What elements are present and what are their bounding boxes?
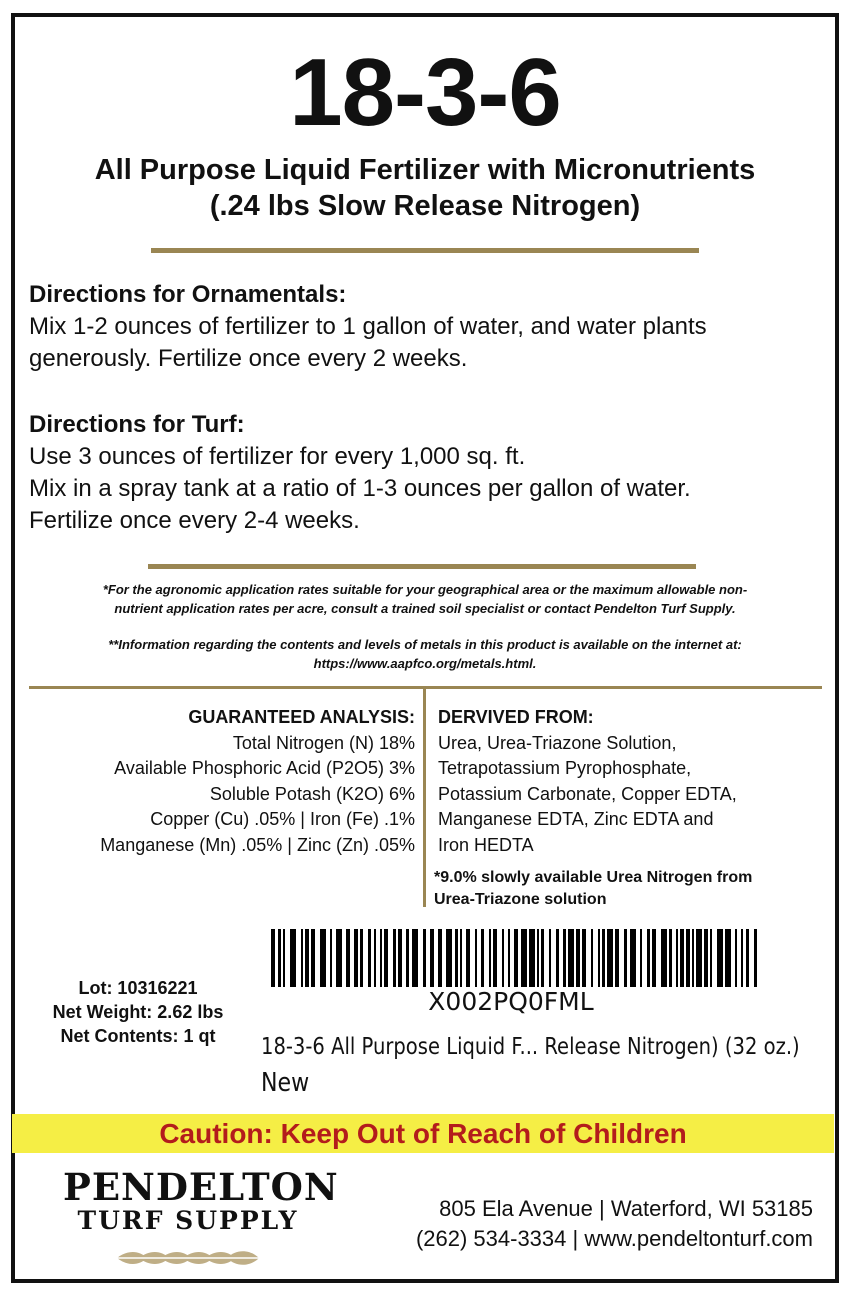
footnote-1-line-2: nutrient application rates per acre, consult a trained soil specialist or contact Pendelton Turf Supply. bbox=[114, 601, 736, 616]
barcode-bar bbox=[406, 929, 409, 987]
barcode-bar bbox=[754, 929, 757, 987]
analysis-row: Available Phosphoric Acid (P2O5) 3% bbox=[114, 758, 415, 778]
barcode-bar bbox=[640, 929, 642, 987]
barcode-bar bbox=[514, 929, 518, 987]
barcode-bar bbox=[290, 929, 296, 987]
barcode bbox=[261, 929, 761, 987]
barcode-bar bbox=[686, 929, 690, 987]
barcode-bar bbox=[278, 929, 281, 987]
slow-release-note-line-2: Urea-Triazone solution bbox=[434, 891, 607, 908]
ornamentals-section bbox=[29, 279, 829, 375]
turf-line-3: Fertilize once every 2-4 weeks. bbox=[29, 507, 360, 534]
barcode-bar bbox=[384, 929, 388, 987]
wheat-icon bbox=[113, 1241, 263, 1275]
slow-release-note-line-1: *9.0% slowly available Urea Nitrogen from bbox=[434, 869, 753, 886]
caution-banner bbox=[12, 1114, 834, 1153]
barcode-description: 18-3-6 All Purpose Liquid F... Release Nitrogen) (32 oz.) bbox=[261, 1034, 800, 1060]
brand-logo bbox=[63, 1165, 339, 1275]
barcode-bar bbox=[717, 929, 723, 987]
derived-line: Iron HEDTA bbox=[438, 834, 534, 855]
lot-number: Lot: 10316221 bbox=[78, 978, 198, 998]
barcode-bar bbox=[710, 929, 712, 987]
barcode-bar bbox=[455, 929, 458, 987]
ornamentals-heading: Directions for Ornamentals: bbox=[29, 281, 347, 308]
analysis-row: Manganese (Mn) .05% | Zinc (Zn) .05% bbox=[100, 834, 415, 855]
derived-line: Potassium Carbonate, Copper EDTA, bbox=[438, 783, 737, 804]
barcode-bar bbox=[735, 929, 737, 987]
derived-line: Manganese EDTA, Zinc EDTA and bbox=[438, 809, 714, 829]
subtitle-line-2: (.24 lbs Slow Release Nitrogen) bbox=[209, 190, 641, 222]
divider-top bbox=[151, 248, 699, 253]
footnote-2-line-2: https://www.aapfco.org/metals.html. bbox=[313, 656, 537, 671]
subtitle-line-1: All Purpose Liquid Fertilizer with Micronutrients bbox=[94, 154, 756, 186]
net-weight: Net Weight: 2.62 lbs bbox=[52, 1002, 224, 1022]
footnote-1-line-1: *For the agronomic application rates suitable for your geographical area or the maximum allowable non- bbox=[102, 582, 748, 597]
barcode-bar bbox=[582, 929, 586, 987]
analysis-row: Copper (Cu) .05% | Iron (Fe) .1% bbox=[150, 809, 415, 829]
barcode-bar bbox=[607, 929, 613, 987]
barcode-bar bbox=[568, 929, 574, 987]
divider-middle bbox=[148, 564, 696, 569]
footnote-agronomic bbox=[35, 580, 815, 618]
barcode-bar bbox=[466, 929, 470, 987]
barcode-bar bbox=[423, 929, 426, 987]
barcode-bar bbox=[591, 929, 593, 987]
barcode-bar bbox=[508, 929, 510, 987]
contact-info bbox=[416, 1194, 813, 1254]
barcode-bar bbox=[320, 929, 326, 987]
barcode-bar bbox=[438, 929, 442, 987]
barcode-bar bbox=[398, 929, 402, 987]
barcode-bar bbox=[602, 929, 605, 987]
barcode-bar bbox=[446, 929, 452, 987]
analysis-heading: GUARANTEED ANALYSIS: bbox=[188, 707, 415, 727]
barcode-bar bbox=[502, 929, 504, 987]
barcode-bar bbox=[669, 929, 672, 987]
analysis-column-divider bbox=[423, 689, 426, 907]
product-subtitle bbox=[15, 152, 835, 224]
label-frame bbox=[11, 13, 839, 1283]
slow-release-note bbox=[434, 867, 824, 911]
barcode-bar bbox=[647, 929, 650, 987]
barcode-code: X002PQ0FML bbox=[428, 987, 594, 1016]
barcode-bar bbox=[692, 929, 694, 987]
company-address: 805 Ela Avenue | Waterford, WI 53185 bbox=[439, 1196, 813, 1221]
brand-name-line-2: TURF SUPPLY bbox=[77, 1206, 299, 1235]
barcode-bar bbox=[680, 929, 684, 987]
barcode-bar bbox=[746, 929, 749, 987]
ornamentals-line-2: generously. Fertilize once every 2 weeks. bbox=[29, 345, 468, 372]
brand-name-line-1: PENDELTON bbox=[63, 1165, 339, 1209]
barcode-bar bbox=[537, 929, 539, 987]
barcode-bar bbox=[430, 929, 434, 987]
barcode-bar bbox=[676, 929, 678, 987]
barcode-bar bbox=[354, 929, 358, 987]
caution-text: Caution: Keep Out of Reach of Children bbox=[159, 1118, 687, 1149]
barcode-bar bbox=[576, 929, 580, 987]
barcode-bar bbox=[489, 929, 491, 987]
net-contents: Net Contents: 1 qt bbox=[60, 1026, 216, 1046]
barcode-bar bbox=[563, 929, 566, 987]
barcode-bar bbox=[393, 929, 396, 987]
guaranteed-analysis bbox=[100, 705, 415, 858]
barcode-bar bbox=[481, 929, 484, 987]
barcode-bar bbox=[704, 929, 708, 987]
ornamentals-line-1: Mix 1-2 ounces of fertilizer to 1 gallon of water, and water plants bbox=[29, 313, 707, 340]
product-title: 18-3-6 bbox=[289, 39, 561, 146]
footnote-metals bbox=[35, 635, 815, 673]
barcode-condition: New bbox=[261, 1068, 310, 1098]
barcode-bar bbox=[374, 929, 376, 987]
barcode-bar bbox=[311, 929, 315, 987]
analysis-row: Soluble Potash (K2O) 6% bbox=[209, 783, 415, 804]
derived-line: Urea, Urea-Triazone Solution, bbox=[438, 732, 677, 753]
barcode-bar bbox=[493, 929, 497, 987]
barcode-bar bbox=[549, 929, 551, 987]
barcode-bar bbox=[412, 929, 418, 987]
turf-line-1: Use 3 ounces of fertilizer for every 1,000 sq. ft. bbox=[29, 443, 526, 470]
barcode-bar bbox=[741, 929, 743, 987]
company-phone-web: (262) 534-3334 | www.pendeltonturf.com bbox=[415, 1226, 813, 1251]
analysis-row: Total Nitrogen (N) 18% bbox=[232, 732, 415, 753]
barcode-bar bbox=[301, 929, 303, 987]
barcode-bar bbox=[624, 929, 627, 987]
barcode-bar bbox=[521, 929, 527, 987]
barcode-bar bbox=[336, 929, 342, 987]
barcode-bar bbox=[330, 929, 332, 987]
footnote-2-line-1: **Information regarding the contents and levels of metals in this product is available on the internet at: bbox=[108, 637, 742, 652]
barcode-bar bbox=[556, 929, 559, 987]
barcode-bar bbox=[460, 929, 462, 987]
derived-from bbox=[438, 705, 737, 858]
barcode-bar bbox=[475, 929, 477, 987]
barcode-bar bbox=[368, 929, 371, 987]
barcode-bar bbox=[305, 929, 309, 987]
barcode-bar bbox=[529, 929, 535, 987]
derived-heading: DERVIVED FROM: bbox=[438, 707, 594, 727]
product-info bbox=[23, 976, 253, 1048]
barcode-bar bbox=[661, 929, 667, 987]
barcode-bar bbox=[360, 929, 363, 987]
barcode-bar bbox=[271, 929, 275, 987]
barcode-bar bbox=[725, 929, 731, 987]
barcode-bar bbox=[615, 929, 619, 987]
barcode-bar bbox=[696, 929, 702, 987]
barcode-bar bbox=[541, 929, 544, 987]
barcode-bar bbox=[598, 929, 600, 987]
turf-line-2: Mix in a spray tank at a ratio of 1-3 ounces per gallon of water. bbox=[29, 475, 691, 502]
derived-line: Tetrapotassium Pyrophosphate, bbox=[438, 758, 692, 778]
turf-section bbox=[29, 409, 829, 537]
barcode-bar bbox=[346, 929, 350, 987]
barcode-bar bbox=[380, 929, 382, 987]
barcode-bar bbox=[630, 929, 636, 987]
barcode-bar bbox=[652, 929, 656, 987]
barcode-bar bbox=[283, 929, 285, 987]
turf-heading: Directions for Turf: bbox=[29, 411, 245, 438]
